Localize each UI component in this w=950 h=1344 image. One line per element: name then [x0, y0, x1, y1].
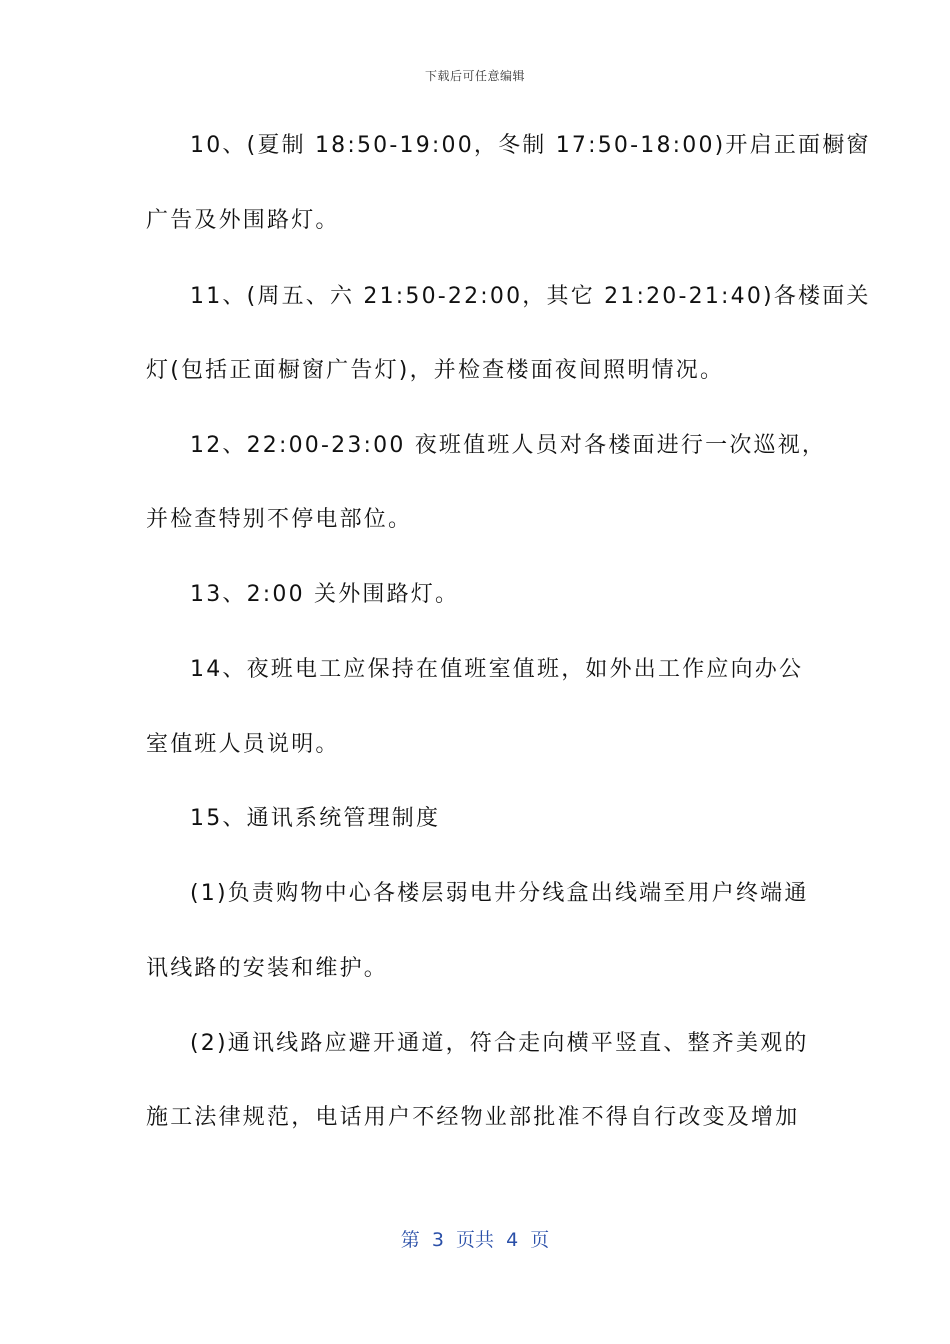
page-number-footer: 第 3 页共 4 页	[400, 1229, 550, 1251]
body-line: 讯线路的安装和维护。	[146, 956, 389, 981]
body-line: 施工法律规范，电话用户不经物业部批准不得自行改变及增加	[146, 1105, 800, 1130]
body-line: (1)负责购物中心各楼层弱电井分线盒出线端至用户终端通	[190, 881, 809, 906]
body-line: 13、2:00 关外围路灯。	[190, 582, 460, 607]
body-line: 11、(周五、六 21:50-22:00，其它 21:20-21:40)各楼面关	[190, 284, 871, 309]
body-line: 12、22:00-23:00 夜班值班人员对各楼面进行一次巡视，	[190, 433, 827, 458]
body-line: 广告及外围路灯。	[146, 208, 340, 233]
body-line: 室值班人员说明。	[146, 732, 340, 757]
body-line: 10、(夏制 18:50-19:00，冬制 17:50-18:00)开启正面橱窗	[190, 133, 871, 158]
body-line: 15、通讯系统管理制度	[190, 806, 441, 831]
body-line: 灯(包括正面橱窗广告灯)，并检查楼面夜间照明情况。	[146, 358, 725, 383]
body-line: 并检查特别不停电部位。	[146, 507, 413, 532]
header-note: 下载后可任意编辑	[424, 69, 525, 83]
body-line: 14、夜班电工应保持在值班室值班，如外出工作应向办公	[190, 657, 804, 682]
body-line: (2)通讯线路应避开通道，符合走向横平竖直、整齐美观的	[190, 1031, 809, 1056]
